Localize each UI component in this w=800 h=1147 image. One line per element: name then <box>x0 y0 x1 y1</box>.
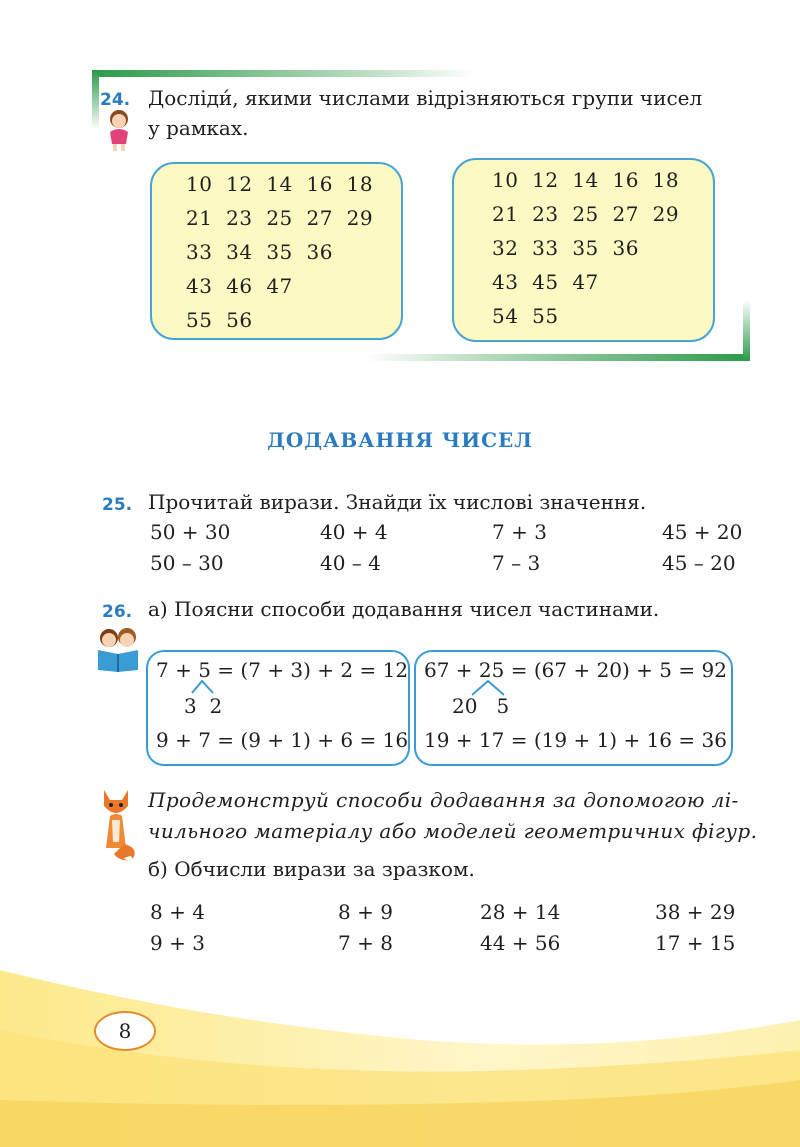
expression: 8 + 4 <box>150 900 205 924</box>
decorative-bar-top-vertical <box>92 70 99 130</box>
number-box-left <box>150 162 403 340</box>
box-left-row: 43 46 47 <box>186 274 293 298</box>
box-right-row: 54 55 <box>492 304 559 328</box>
example-left-split: 3 2 <box>184 694 223 718</box>
demonstrate-line1: Продемонструй способи додавання за допомогою лі- <box>148 788 739 812</box>
example-right-line2: 19 + 17 = (19 + 1) + 16 = 36 <box>424 728 727 752</box>
expression: 28 + 14 <box>480 900 561 924</box>
box-left-row: 33 34 35 36 <box>186 240 333 264</box>
box-left-row: 10 12 14 16 18 <box>186 172 374 196</box>
kids-reading-icon <box>94 624 142 672</box>
example-right-line1: 67 + 25 = (67 + 20) + 5 = 92 <box>424 658 727 682</box>
girl-icon <box>104 108 134 152</box>
decorative-bar-top <box>92 70 476 77</box>
box-left-row: 21 23 25 27 29 <box>186 206 374 230</box>
split-lines <box>188 680 218 694</box>
expression: 45 – 20 <box>662 551 736 575</box>
bottom-wave-decoration <box>0 960 800 1147</box>
example-right-split: 20 5 <box>452 694 510 718</box>
expression: 7 – 3 <box>492 551 541 575</box>
expression: 44 + 56 <box>480 931 561 955</box>
example-box-left <box>146 650 410 766</box>
decorative-bar-bottom <box>365 354 750 361</box>
exercise-26-prompt-b: б) Обчисли вирази за зразком. <box>148 857 475 881</box>
demonstrate-line2: чильного матеріалу або моделей геометричних фігур. <box>148 819 758 843</box>
page-number: 8 <box>94 1011 156 1051</box>
exercise-26-number: 26. <box>102 602 133 622</box>
expression: 40 + 4 <box>320 520 388 544</box>
example-left-line1: 7 + 5 = (7 + 3) + 2 = 12 <box>156 658 409 682</box>
exercise-24-prompt-line2: у рамках. <box>148 116 249 140</box>
exercise-25-number: 25. <box>102 495 133 515</box>
exercise-24-number: 24. <box>100 90 131 110</box>
expression: 45 + 20 <box>662 520 743 544</box>
exercise-24-prompt-line1: Досліди́, якими числами відрізняються групи чисел <box>148 86 703 110</box>
expression: 50 – 30 <box>150 551 224 575</box>
exercise-25-prompt: Прочитай вирази. Знайди їх числові значення. <box>148 490 647 514</box>
decorative-bar-bottom-vertical <box>743 300 750 361</box>
expression: 9 + 3 <box>150 931 205 955</box>
expression: 38 + 29 <box>655 900 736 924</box>
box-left-row: 55 56 <box>186 308 253 332</box>
box-right-row: 10 12 14 16 18 <box>492 168 680 192</box>
expression: 17 + 15 <box>655 931 736 955</box>
exercise-26-prompt-a: а) Поясни способи додавання чисел частинами. <box>148 597 660 621</box>
section-title: ДОДАВАННЯ ЧИСЕЛ <box>267 428 533 452</box>
fox-icon <box>92 786 140 862</box>
expression: 40 – 4 <box>320 551 381 575</box>
number-box-right <box>452 158 715 342</box>
box-right-row: 32 33 35 36 <box>492 236 639 260</box>
example-left-line2: 9 + 7 = (9 + 1) + 6 = 16 <box>156 728 409 752</box>
expression: 8 + 9 <box>338 900 393 924</box>
expression: 7 + 3 <box>492 520 547 544</box>
box-right-row: 43 45 47 <box>492 270 599 294</box>
example-box-right <box>414 650 733 766</box>
box-right-row: 21 23 25 27 29 <box>492 202 680 226</box>
expression: 50 + 30 <box>150 520 231 544</box>
expression: 7 + 8 <box>338 931 393 955</box>
